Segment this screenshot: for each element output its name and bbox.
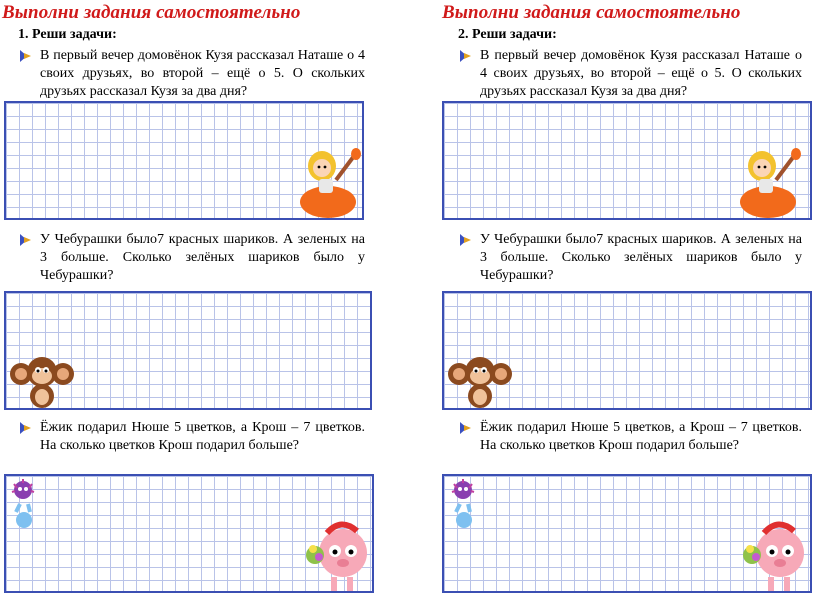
worksheet-title: Выполни задания самостоятельно — [2, 2, 301, 23]
tasks-heading: 2. Реши задачи: — [458, 27, 557, 42]
bullet-arrow-icon — [18, 421, 34, 435]
task-text: Ёжик подарил Нюше 5 цветков, а Крош – 7 цветков. На сколько цветков Крош подарил больше? — [40, 420, 365, 453]
task-text: У Чебурашки было7 красных шариков. А зеленых на 3 больше. Сколько зелёных шариков было у Чебурашки? — [480, 232, 802, 283]
task-text: В первый вечер домовёнок Кузя рассказал Наташе о 4 своих друзьях, во второй – ещё о 5. О скольких друзьях рассказал Кузя за два дня? — [40, 48, 365, 99]
bullet-arrow-icon — [458, 233, 474, 247]
kuzya-picture — [292, 146, 366, 220]
task-text: В первый вечер домовёнок Кузя рассказал Наташе о 4 своих друзьях, во второй – ещё о 5. О скольких друзьях рассказал Кузя за два дня? — [480, 48, 802, 99]
task-cheburashka — [20, 231, 365, 285]
task-cheburashka — [460, 231, 802, 285]
bullet-arrow-icon — [18, 49, 34, 63]
kuzya-picture — [732, 146, 806, 220]
cheburashka-picture — [9, 350, 75, 410]
nyusha-picture — [738, 517, 808, 593]
worksheet-left — [2, 0, 378, 593]
worksheet-title: Выполни задания самостоятельно — [442, 2, 741, 23]
bullet-arrow-icon — [18, 233, 34, 247]
nyusha-picture — [301, 517, 371, 593]
task-text: Ёжик подарил Нюше 5 цветков, а Крош – 7 цветков. На сколько цветков Крош подарил больше? — [480, 420, 802, 453]
task-kuzya — [460, 47, 802, 101]
cheburashka-picture — [447, 350, 513, 410]
task-kuzya — [20, 47, 365, 101]
tasks-heading: 1. Реши задачи: — [18, 27, 117, 42]
bullet-arrow-icon — [458, 49, 474, 63]
task-nyusha — [20, 419, 365, 455]
smeshariki-picture — [450, 478, 480, 534]
task-text: У Чебурашки было7 красных шариков. А зеленых на 3 больше. Сколько зелёных шариков было у Чебурашки? — [40, 232, 365, 283]
bullet-arrow-icon — [458, 421, 474, 435]
task-nyusha — [460, 419, 802, 455]
worksheet-right — [442, 0, 816, 593]
smeshariki-picture — [10, 478, 40, 534]
